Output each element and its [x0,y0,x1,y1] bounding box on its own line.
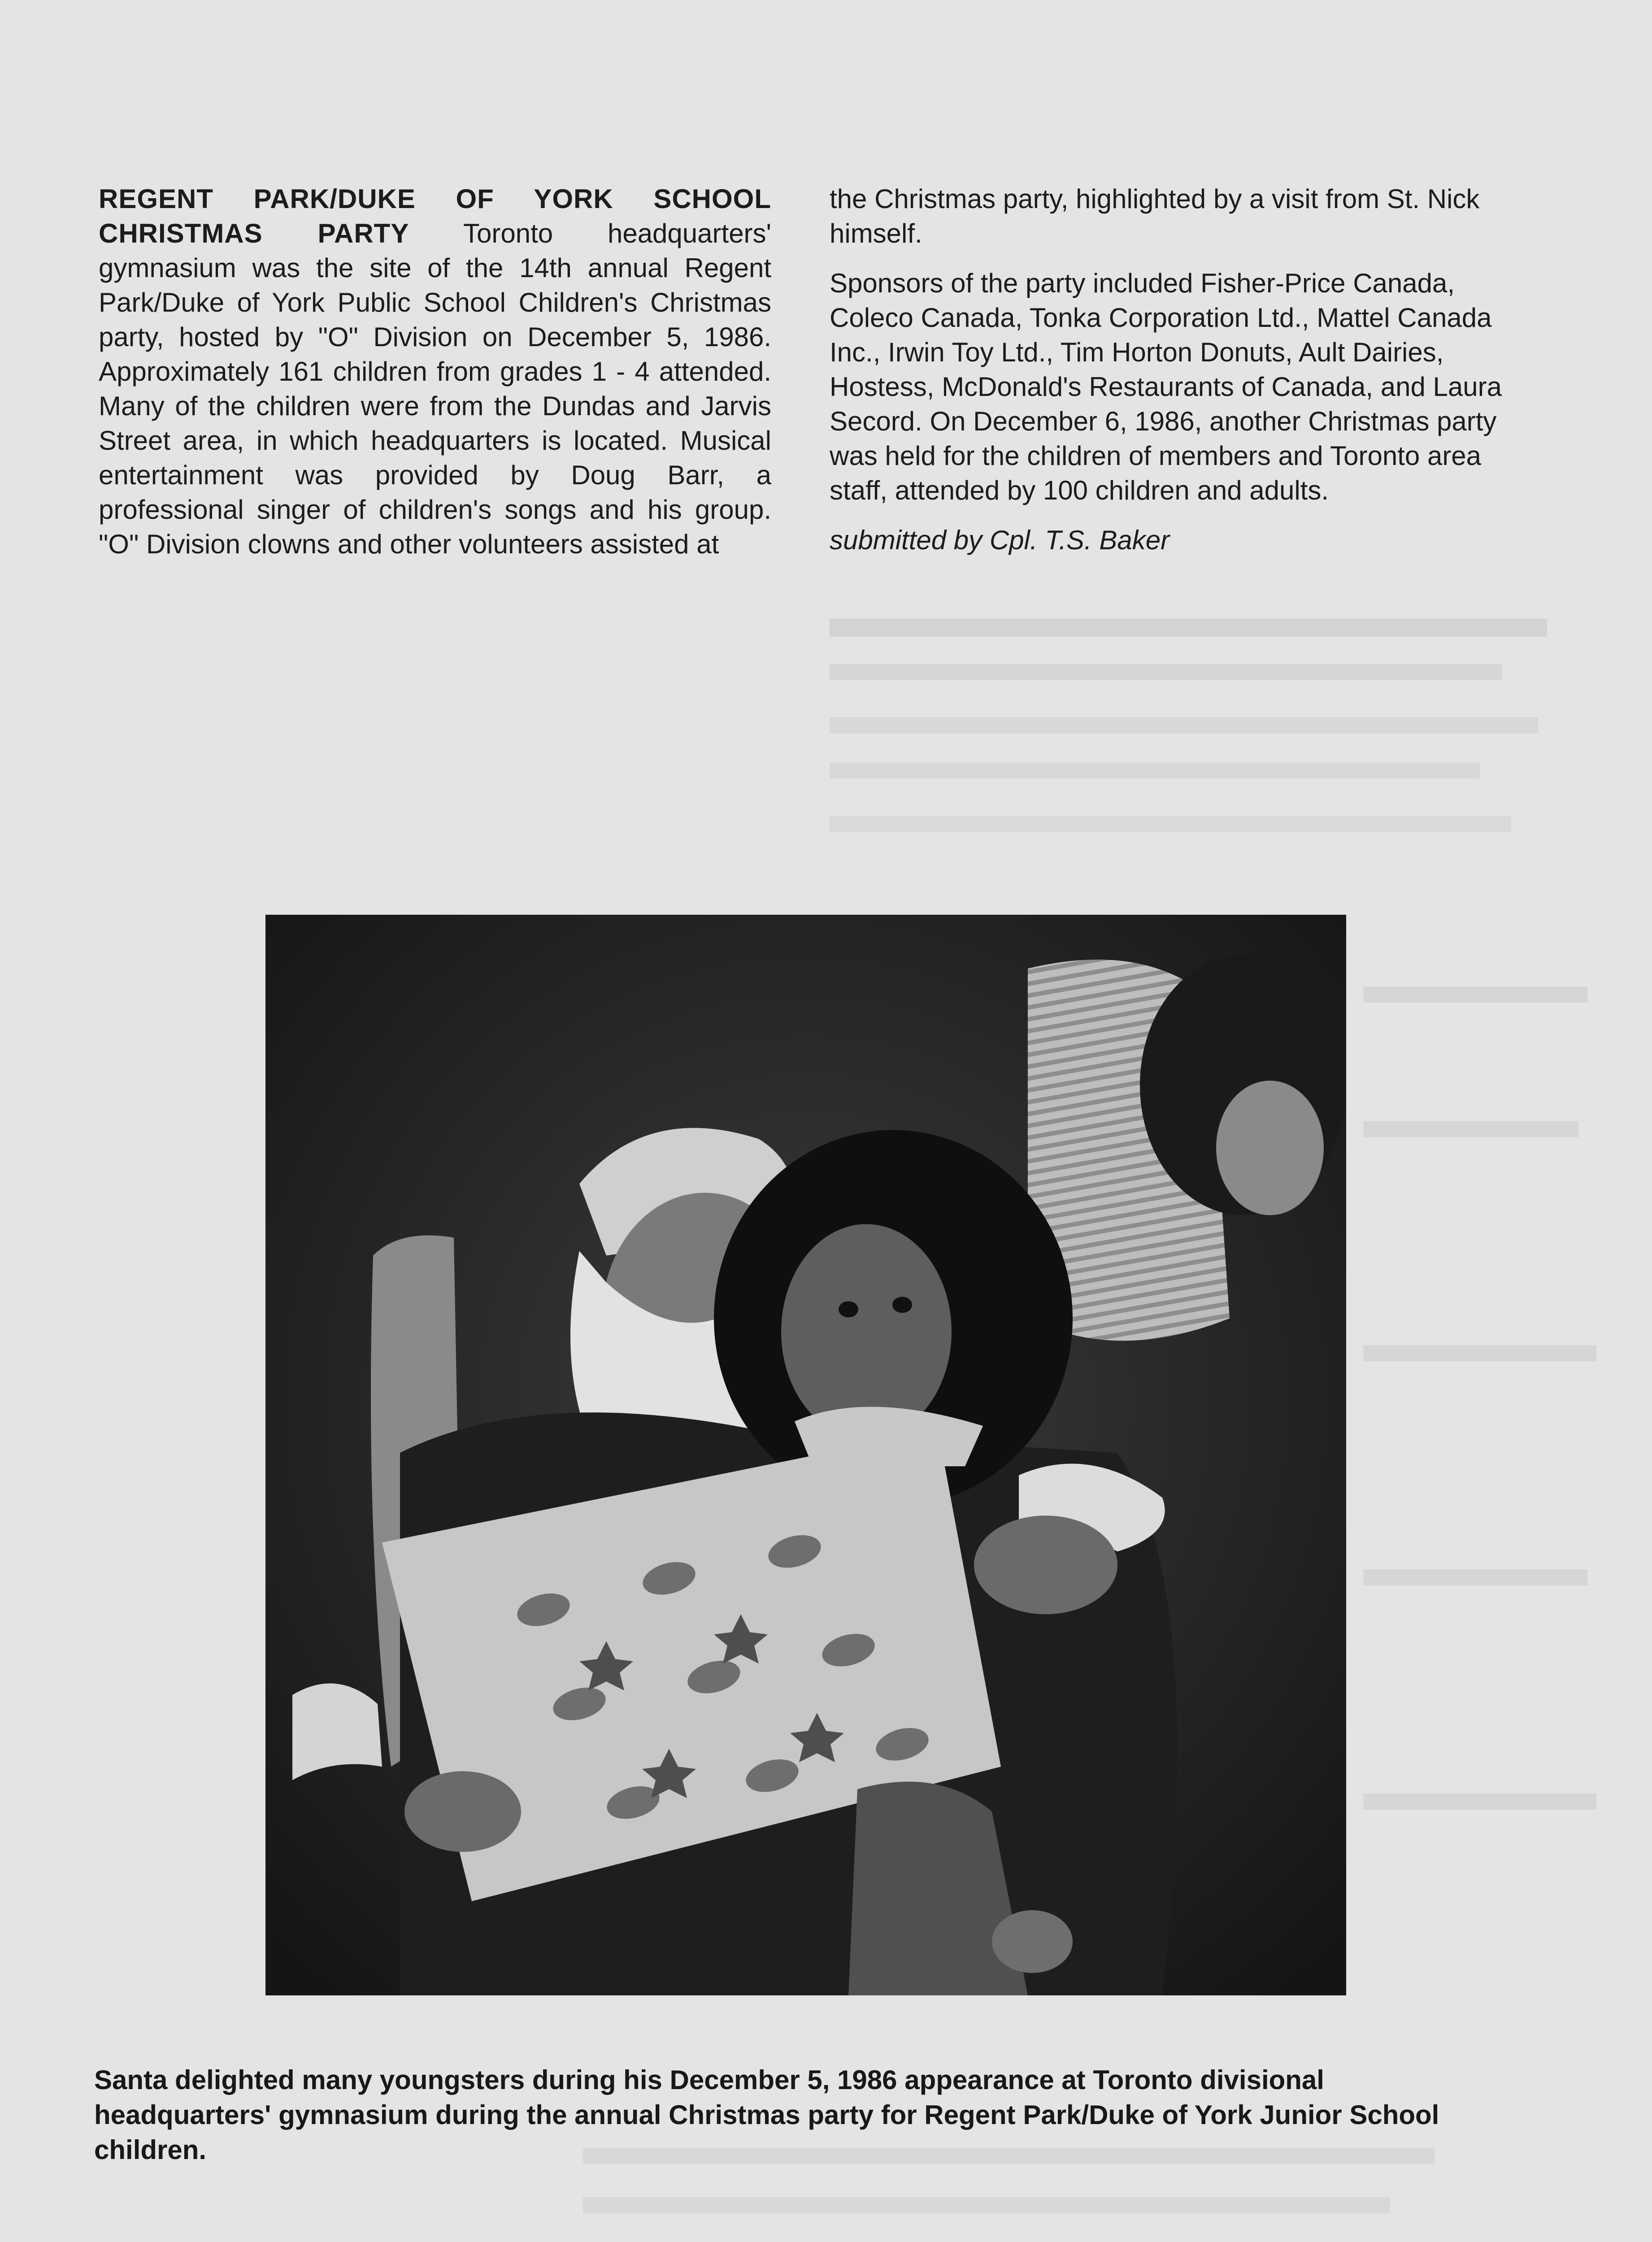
article-right-column [830,182,1502,573]
article-headline: REGENT PARK/DUKE OF YORK SCHOOL CHRISTMAS PARTY [99,184,771,248]
photo-caption: Santa delighted many youngsters during his December 5, 1986 appearance at Toronto divisional headquarters' gymnasium during the annual Christmas party for Regent Park/Duke of York Junior School children. [94,2065,1439,2165]
article-body-start [99,182,771,561]
sponsors-paragraph: Sponsors of the party included Fisher-Price Canada, Coleco Canada, Tonka Corporation Ltd., Mattel Canada Inc., Irwin Toy Ltd., Tim Horton Donuts, Ault Dairies, Hostess, McDonald's Restaurants of Canada, and Laura Secord. On December 6, 1986, another Christmas party was held for the children of members and Toronto area staff, attended by 100 children and adults. [830,268,1502,505]
article-continuation: the Christmas party, highlighted by a visit from St. Nick himself. [830,184,1480,248]
article-left-column [99,182,771,577]
santa-photograph [265,915,1346,1995]
article-lead-text: Toronto headquarters' gymnasium was the site of the 14th annual Regent Park/Duke of York Public School Children's Christmas party, hosted by "O" Division on December 5, 1986. Approximately 161 children from grades 1 - 4 attended. Many of the children were from the Dundas and Jarvis Street area, in which headquarters is located. Musical entertainment was provided by Doug Barr, a professional singer of children's songs and his group. "O" Division clowns and other volunteers assisted at [99,218,771,559]
byline: submitted by Cpl. T.S. Baker [830,525,1170,555]
